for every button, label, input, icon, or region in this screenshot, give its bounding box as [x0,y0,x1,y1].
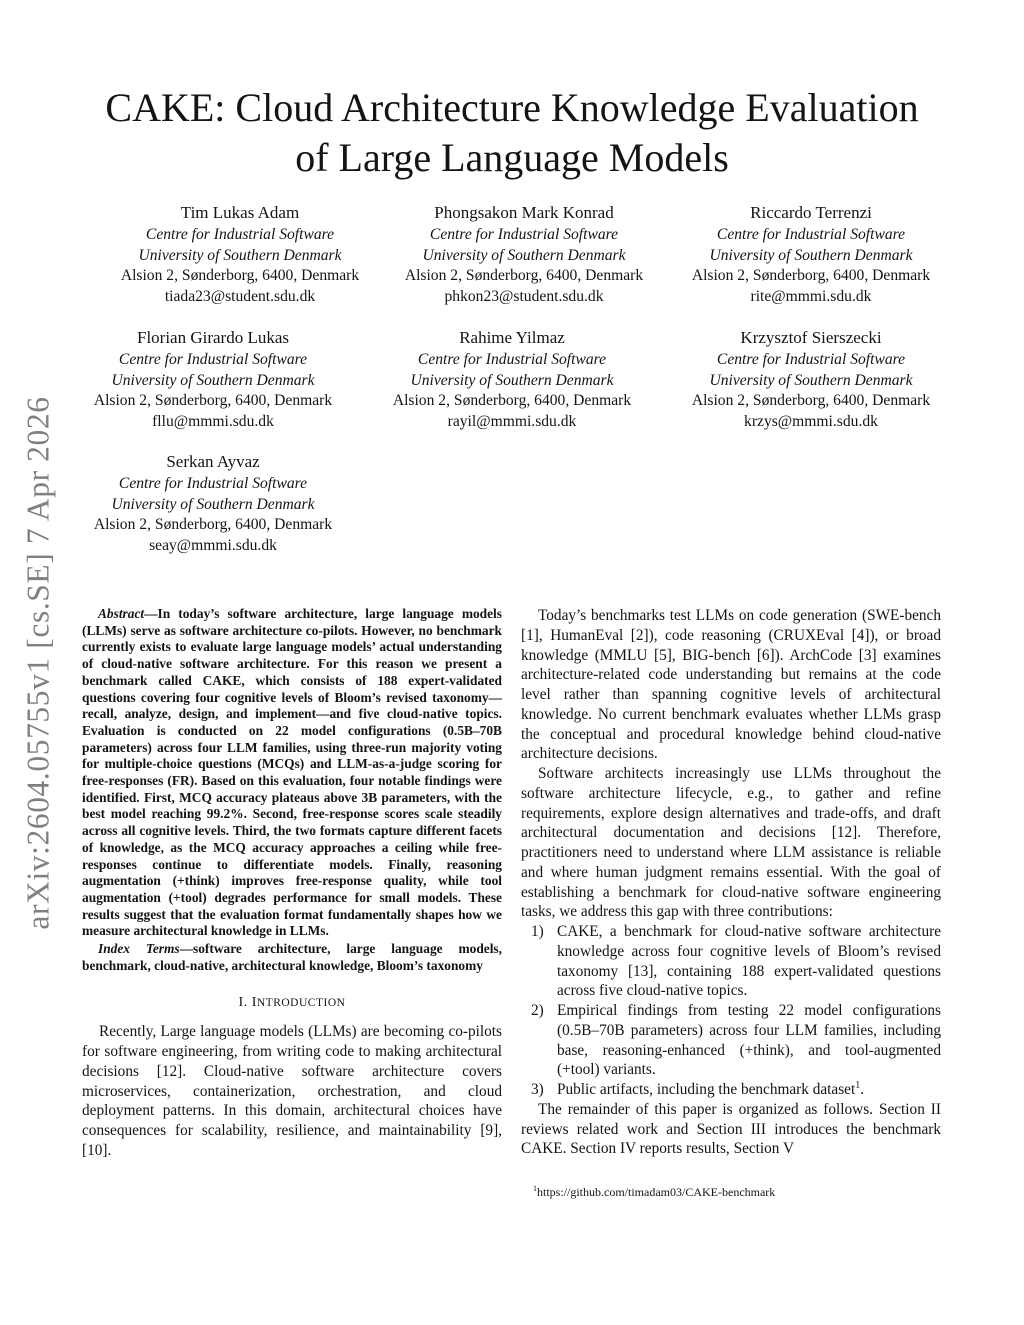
author-department: Centre for Industrial Software [716,225,906,243]
author-department: Centre for Industrial Software [417,350,607,368]
author-department: Centre for Industrial Software [145,225,335,243]
abstract [82,606,502,940]
author-name: Serkan Ayvaz [166,452,260,471]
author-email: seay@mmmi.sdu.dk [149,537,277,555]
author-address: Alsion 2, Sønderborg, 6400, Denmark [120,267,360,285]
list-item-suffix: . [860,1081,865,1098]
list-item [521,1080,941,1100]
author-address: Alsion 2, Sønderborg, 6400, Denmark [93,516,333,534]
author-email: fllu@mmmi.sdu.dk [152,413,274,431]
footnote-link[interactable]: https://github.com/timadam03/CAKE-benchmark [537,1185,776,1199]
section-heading-introduction [82,994,502,1012]
index-terms-label: Index Terms [98,941,180,957]
author-university: University of Southern Denmark [422,246,626,264]
author-university: University of Southern Denmark [138,246,342,264]
body-paragraph: Today’s benchmarks test LLMs on code generation (SWE-bench [1], HumanEval [2]), code reasoning (CRUXEval [4]), or broad knowledge (MMLU [5], BIG-bench [6]). ArchCode [3] examines architecture-related code understanding but remains at the code level rather than spanning cognitive levels of architectural knowledge. No current benchmark evaluates whether LLMs grasp the conceptual and procedural knowledge behind cloud-native architecture decisions. [521,607,941,763]
title-line-2: of Large Language Models [295,135,729,180]
author-department: Centre for Industrial Software [118,474,308,492]
title-line-1: CAKE: Cloud Architecture Knowledge Evaluation [105,85,919,130]
author-university: University of Southern Denmark [111,371,315,389]
author-address: Alsion 2, Sønderborg, 6400, Denmark [404,267,644,285]
footnote-marker[interactable]: 1 [855,1079,861,1091]
list-item [521,1001,941,1080]
author-department: Centre for Industrial Software [716,350,906,368]
author-department: Centre for Industrial Software [429,225,619,243]
list-item-text: Empirical findings from testing 22 model configurations (0.5B–70B parameters) across four LLM families, including base, reasoning-enhanced (+think), and tool-augmented (+tool) variants. [557,1002,941,1079]
author-email: phkon23@student.sdu.dk [444,288,604,306]
arxiv-id-text: arXiv:2604.05755v1 [cs.SE] 7 Apr 2026 [21,396,56,930]
list-number: 1) [531,923,544,940]
author-address: Alsion 2, Sønderborg, 6400, Denmark [93,392,333,410]
list-item-text: CAKE, a benchmark for cloud-native software architecture knowledge across four cognitive levels of Bloom’s revised taxonomy [13], containing 188 expert-validated questions across five cloud-native topics. [557,923,941,1000]
author-email: rite@mmmi.sdu.dk [750,288,872,306]
author-email: tiada23@student.sdu.dk [164,288,316,306]
footnote [533,1185,953,1200]
contributions-list [521,922,941,1100]
author-university: University of Southern Denmark [410,371,614,389]
author-name: Krzysztof Sierszecki [740,328,882,347]
paper-title [60,83,964,183]
author-address: Alsion 2, Sønderborg, 6400, Denmark [691,392,931,410]
body-paragraph: The remainder of this paper is organized as follows. Section II reviews related work and Section III introduces the benchmark CAKE. Section IV reports results, Section V [521,1100,941,1158]
list-number: 3) [531,1081,544,1098]
author-email: krzys@mmmi.sdu.dk [744,413,878,431]
author-block [90,203,390,308]
list-item-text: Public artifacts, including the benchmark dataset [557,1081,856,1098]
arxiv-identifier-stamp [17,378,61,948]
section-heading-rest: NTRODUCTION [256,997,346,1010]
index-terms-text: —software architecture, large language models, benchmark, cloud-native, architectural knowledge, Bloom’s taxonomy [82,941,502,973]
author-address: Alsion 2, Sønderborg, 6400, Denmark [392,392,632,410]
author-block [661,328,961,433]
author-name: Florian Girardo Lukas [136,328,290,347]
list-number: 2) [531,1002,544,1019]
abstract-label: Abstract [98,606,145,621]
author-name: Phongsakon Mark Konrad [434,203,614,222]
author-name: Tim Lukas Adam [180,203,300,222]
author-block [63,452,363,557]
author-department: Centre for Industrial Software [118,350,308,368]
author-block [362,328,662,433]
author-name: Rahime Yilmaz [459,328,565,347]
author-address: Alsion 2, Sønderborg, 6400, Denmark [691,267,931,285]
author-block [63,328,363,433]
intro-paragraph: Recently, Large language models (LLMs) are becoming co-pilots for software engineering, from writing code to making architectural decisions [12]. Cloud-native software architecture covers microservices, containerization, orchestration, and cloud deployment patterns. In this domain, architectural choices have consequences for scalability, resilience, and maintainability [9], [10]. [82,1023,502,1159]
author-name: Riccardo Terrenzi [750,203,872,222]
author-block [661,203,961,308]
author-block [374,203,674,308]
author-university: University of Southern Denmark [709,371,913,389]
left-column [82,606,502,1161]
section-numeral: I. I [238,995,257,1011]
author-university: University of Southern Denmark [111,495,315,513]
right-column [521,606,941,1159]
author-university: University of Southern Denmark [709,246,913,264]
abstract-text: —In today’s software architecture, large language models (LLMs) serve as software architecture co-pilots. However, no benchmark currently exists to evaluate large language models’ actual understanding of cloud-native software architecture. For this reason we present a benchmark called CAKE, which consists of 188 expert-validated questions covering four cognitive levels of Bloom’s revised taxonomy—recall, analyze, design, and implement—and five cloud-native topics. Evaluation is conducted on 22 model configurations (0.5B–70B parameters) across four LLM families, using three-run majority voting for multiple-choice questions (MCQs) and LLM-as-a-judge scoring for free-responses (FR). Based on this evaluation, four notable findings were identified. First, MCQ accuracy plateaus above 3B parameters, with the best model reaching 99.2%. Second, free-response scores scale steadily across all cognitive levels. Third, the two formats capture different facets of knowledge, as the MCQ accuracy approaches a ceiling while free-responses continue to differentiate models. Finally, reasoning augmentation (+think) improves free-response quality, while tool augmentation (+tool) degrades performance for small models. These results suggest that the evaluation format fundamentally shapes how we measure architectural knowledge in LLMs. [82,606,502,939]
index-terms [82,941,502,974]
footnote-number: 1 [533,1184,537,1193]
list-item [521,922,941,1001]
body-paragraph: Software architects increasingly use LLMs throughout the software architecture lifecycle, e.g., to gather and refine requirements, explore design alternatives and trade-offs, and draft architectural documentation and decisions [12]. Therefore, practitioners need to understand where LLM assistance is reliable and where human judgment remains essential. With the goal of establishing a benchmark for cloud-native software engineering tasks, we address this gap with three contributions: [521,765,941,921]
author-email: rayil@mmmi.sdu.dk [447,413,577,431]
